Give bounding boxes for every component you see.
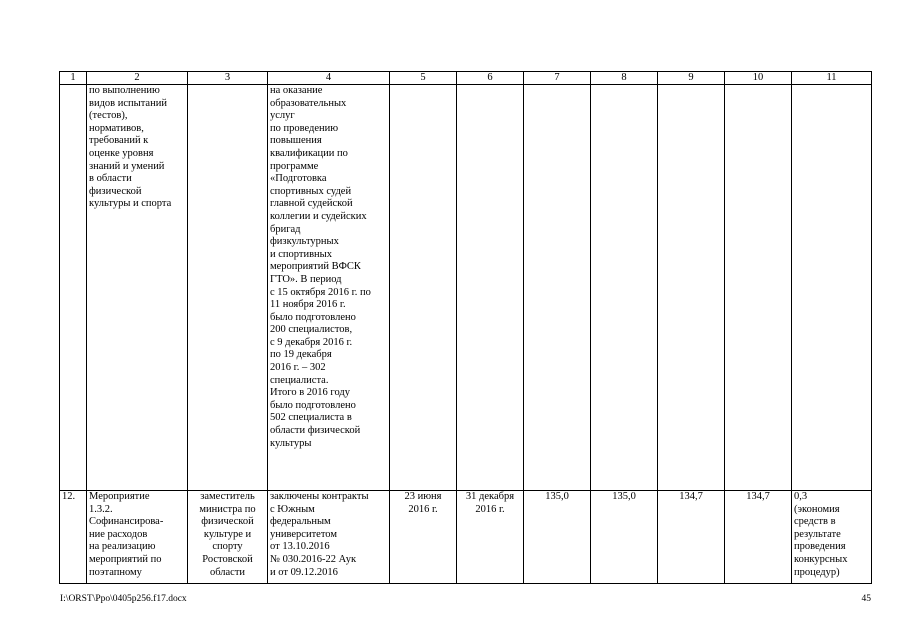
cell-number [60, 85, 87, 491]
main-table [59, 71, 872, 584]
cell-value-10: 134,7 [725, 491, 792, 584]
cell-result: заключены контракты с Южным федеральным университетом от 13.10.2016 № 030.2016-22 Аук и от 09.12.2016 [268, 491, 390, 584]
cell-start-date [390, 85, 457, 491]
cell-end-date [457, 85, 524, 491]
col-header-2: 2 [87, 72, 188, 85]
cell-event: Мероприятие 1.3.2. Софинансирова- ние расходов на реализацию мероприятий по поэтапному [87, 491, 188, 584]
cell-value-7: 135,0 [524, 491, 591, 584]
col-header-10: 10 [725, 72, 792, 85]
col-header-4: 4 [268, 72, 390, 85]
cell-value-9 [658, 85, 725, 491]
cell-result: на оказание образовательных услуг по проведению повышения квалификации по программе «Подготовка спортивных судей главной судейской коллегии и судейских бригад физкультурных и спортивных мероприятий ВФСК ГТО». В период с 15 октября 2016 г. по 11 ноября 2016 г. было подготовлено 200 специалистов, с 9 декабря 2016 г. по 19 декабря 2016 г. – 302 специалиста. Итого в 2016 году было подготовлено 502 специалиста в области физической культуры [268, 85, 390, 491]
col-header-7: 7 [524, 72, 591, 85]
col-header-5: 5 [390, 72, 457, 85]
cell-value-9: 134,7 [658, 491, 725, 584]
cell-value-8 [591, 85, 658, 491]
cell-value-10 [725, 85, 792, 491]
col-header-11: 11 [792, 72, 872, 85]
footer-file-path: I:\ORST\Ppo\0405p256.f17.docx [60, 594, 187, 604]
col-header-6: 6 [457, 72, 524, 85]
cell-value-7 [524, 85, 591, 491]
cell-start-date: 23 июня 2016 г. [390, 491, 457, 584]
table-row-continued [60, 85, 872, 491]
col-header-9: 9 [658, 72, 725, 85]
cell-number: 12. [60, 491, 87, 584]
page-number: 45 [861, 594, 871, 604]
cell-value-8: 135,0 [591, 491, 658, 584]
table-row-12 [60, 491, 872, 584]
cell-note: 0,3 (экономия средств в результате проведения конкурсных процедур) [792, 491, 872, 584]
cell-end-date: 31 декабря 2016 г. [457, 491, 524, 584]
cell-responsible: заместитель министра по физической культуре и спорту Ростовской области [188, 491, 268, 584]
cell-responsible [188, 85, 268, 491]
col-header-1: 1 [60, 72, 87, 85]
col-header-3: 3 [188, 72, 268, 85]
cell-event: по выполнению видов испытаний (тестов), нормативов, требований к оценке уровня знаний и умений в области физической культуры и спорта [87, 85, 188, 491]
col-header-8: 8 [591, 72, 658, 85]
cell-note [792, 85, 872, 491]
column-number-row [60, 72, 872, 85]
